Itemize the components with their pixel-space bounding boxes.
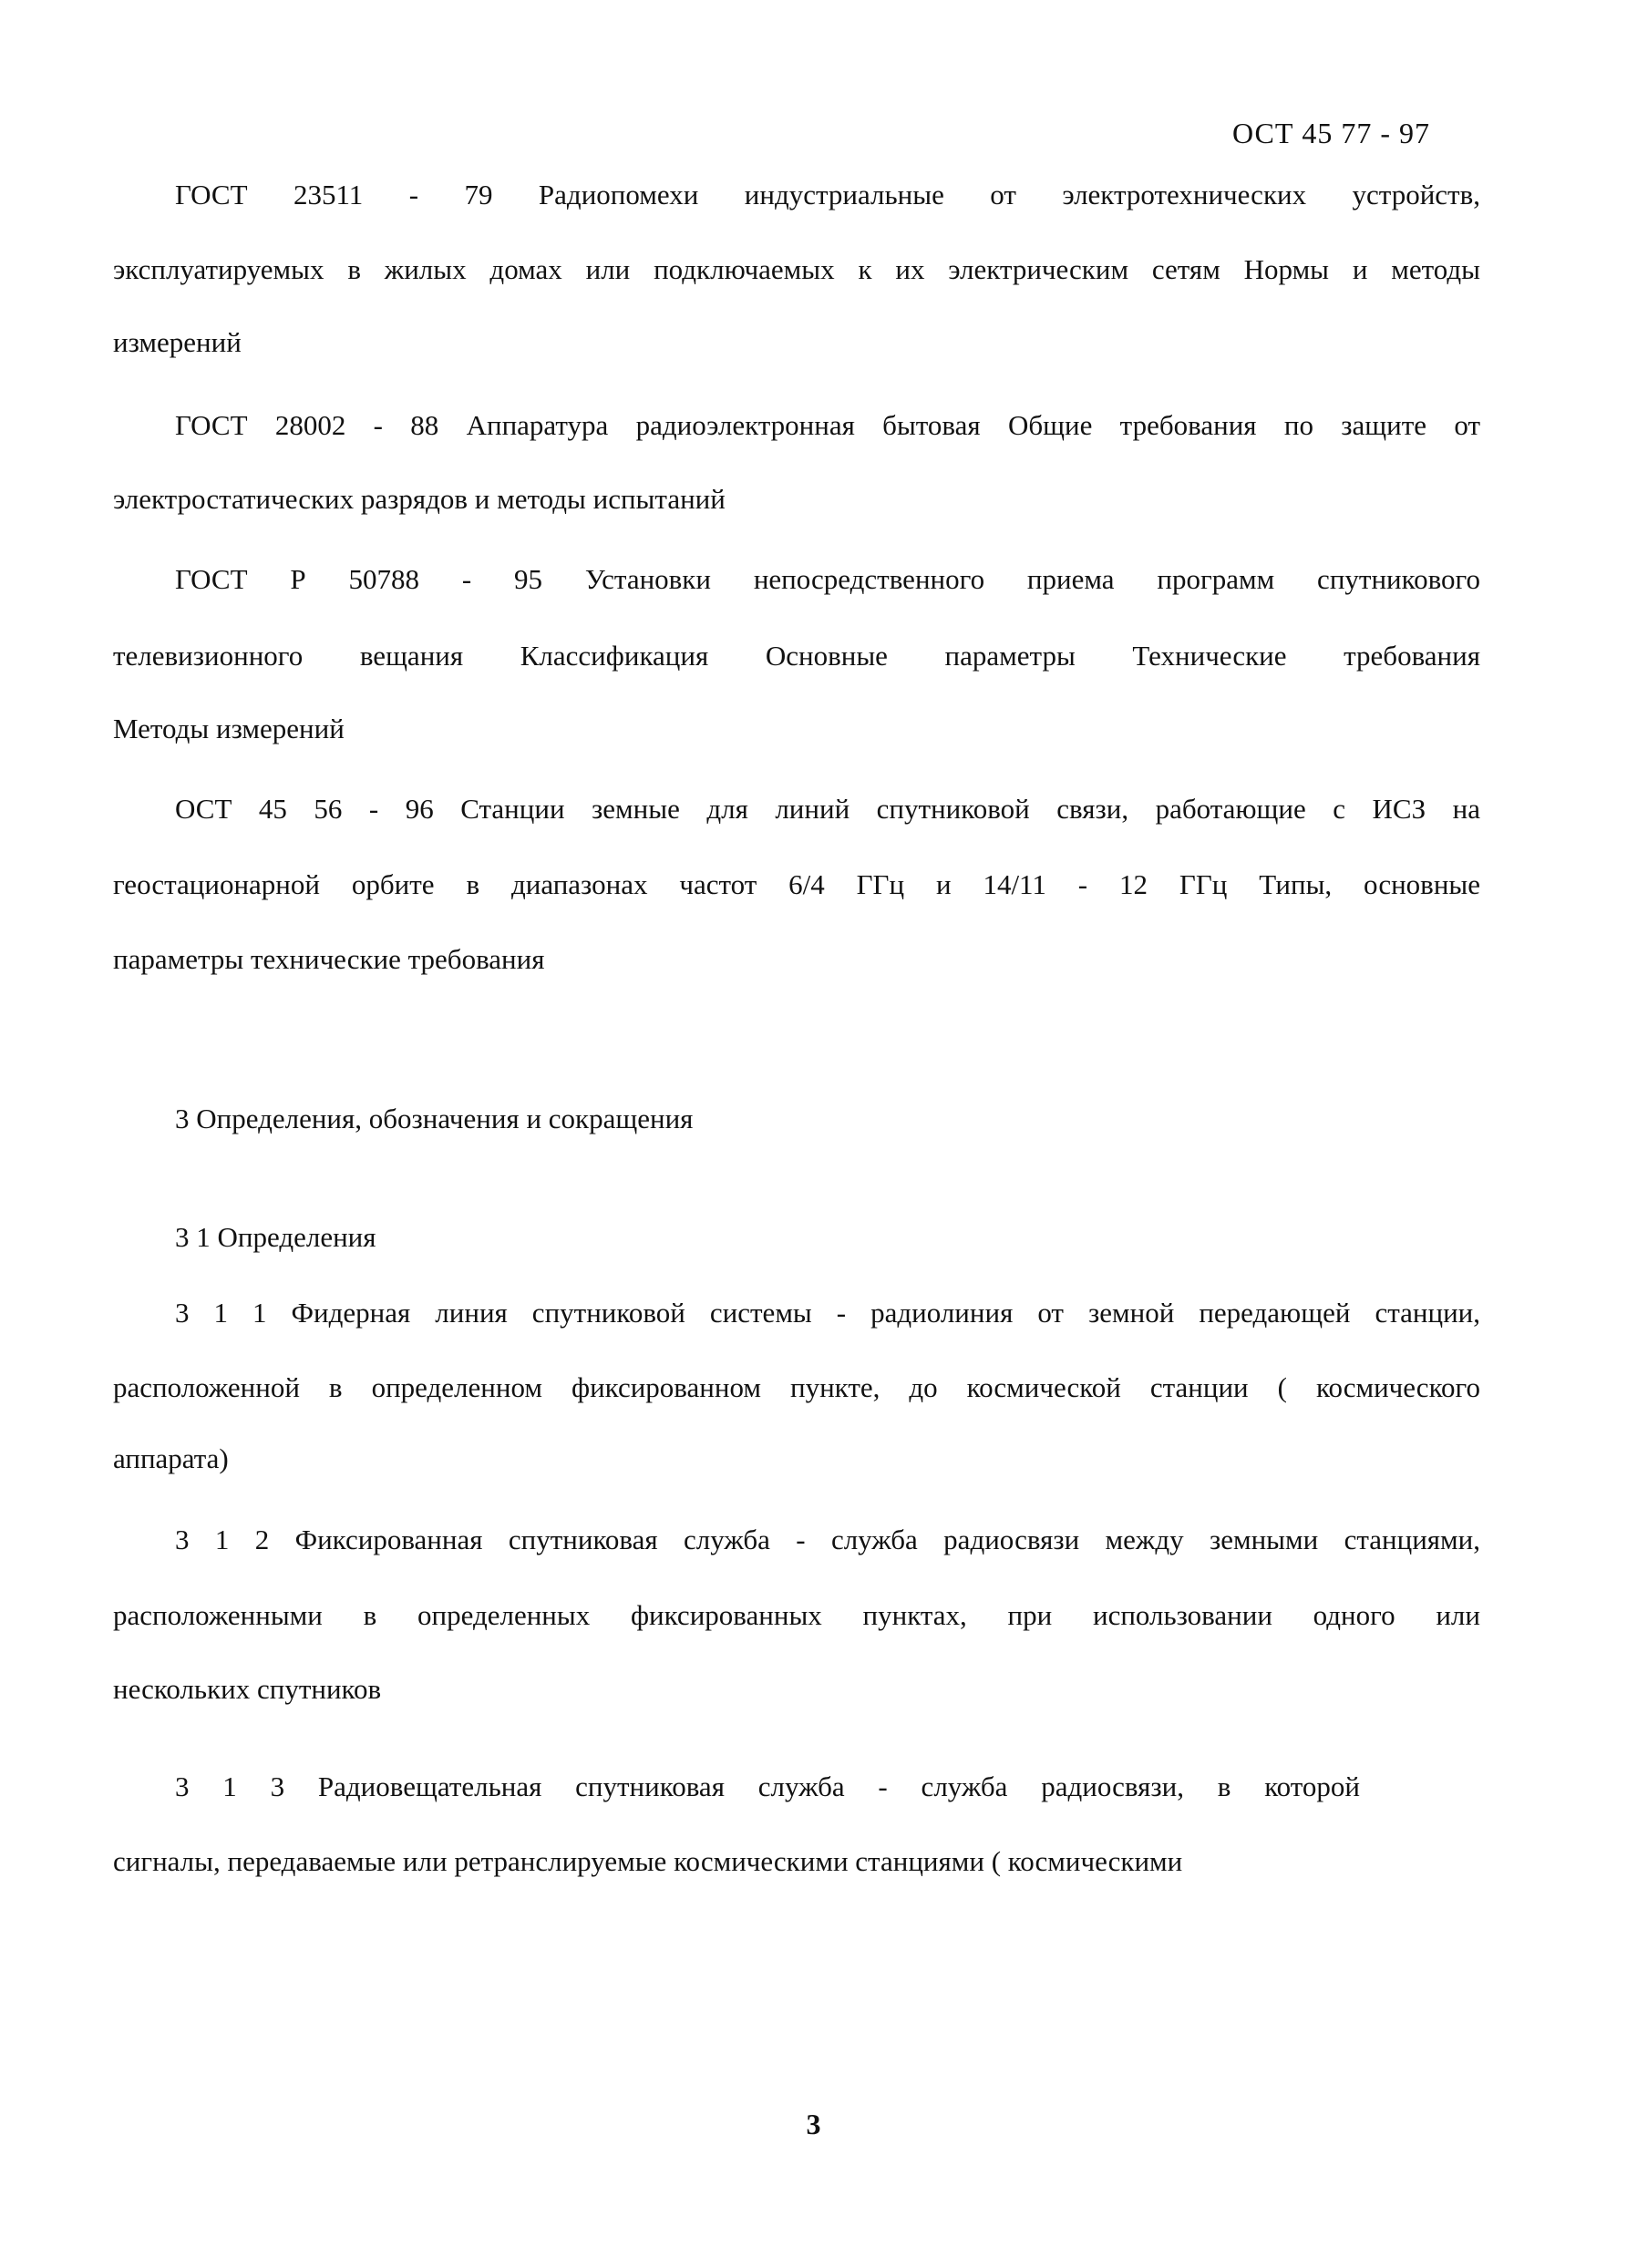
- page-number: 3: [806, 2108, 821, 2140]
- reference-line: измерений: [113, 326, 242, 358]
- definition-line: расположенной в определенном фиксированном пункте, до космической станции ( космического: [113, 1371, 1480, 1403]
- reference-line: ГОСТ Р 50788 - 95 Установки непосредственного приема программ спутникового: [175, 563, 1480, 595]
- reference-line: электростатических разрядов и методы испытаний: [113, 483, 726, 515]
- reference-line: ОСТ 45 56 - 96 Станции земные для линий спутниковой связи, работающие с ИСЗ на: [175, 793, 1480, 825]
- reference-line: Методы измерений: [113, 713, 345, 744]
- reference-line: параметры технические требования: [113, 943, 545, 975]
- reference-line: телевизионного вещания Классификация Основные параметры Технические требования: [113, 640, 1480, 672]
- reference-line: эксплуатируемых в жилых домах или подключаемых к их электрическим сетям Нормы и методы: [113, 253, 1480, 285]
- reference-line: геостационарной орбите в диапазонах частот 6/4 ГГц и 14/11 - 12 ГГц Типы, основные: [113, 868, 1480, 900]
- definition-line: 3 1 2 Фиксированная спутниковая служба - служба радиосвязи между земными станциями,: [175, 1524, 1480, 1555]
- definition-line: 3 1 1 Фидерная линия спутниковой системы - радиолиния от земной передающей станции,: [175, 1297, 1480, 1329]
- section-subheading: 3 1 Определения: [175, 1221, 376, 1253]
- definition-line: 3 1 3 Радиовещательная спутниковая служба - служба радиосвязи, в которой: [175, 1770, 1360, 1802]
- reference-line: ГОСТ 23511 - 79 Радиопомехи индустриальные от электротехнических устройств,: [175, 179, 1480, 210]
- document-code-header: ОСТ 45 77 - 97: [1232, 117, 1431, 149]
- reference-line: ГОСТ 28002 - 88 Аппаратура радиоэлектронная бытовая Общие требования по защите от: [175, 409, 1480, 441]
- definition-line: расположенными в определенных фиксированных пунктах, при использовании одного или: [113, 1599, 1480, 1631]
- definition-line: аппарата): [113, 1442, 229, 1474]
- definition-line: сигналы, передаваемые или ретранслируемые космическими станциями ( космическими: [113, 1845, 1183, 1877]
- section-heading: 3 Определения, обозначения и сокращения: [175, 1103, 694, 1134]
- definition-line: нескольких спутников: [113, 1673, 382, 1705]
